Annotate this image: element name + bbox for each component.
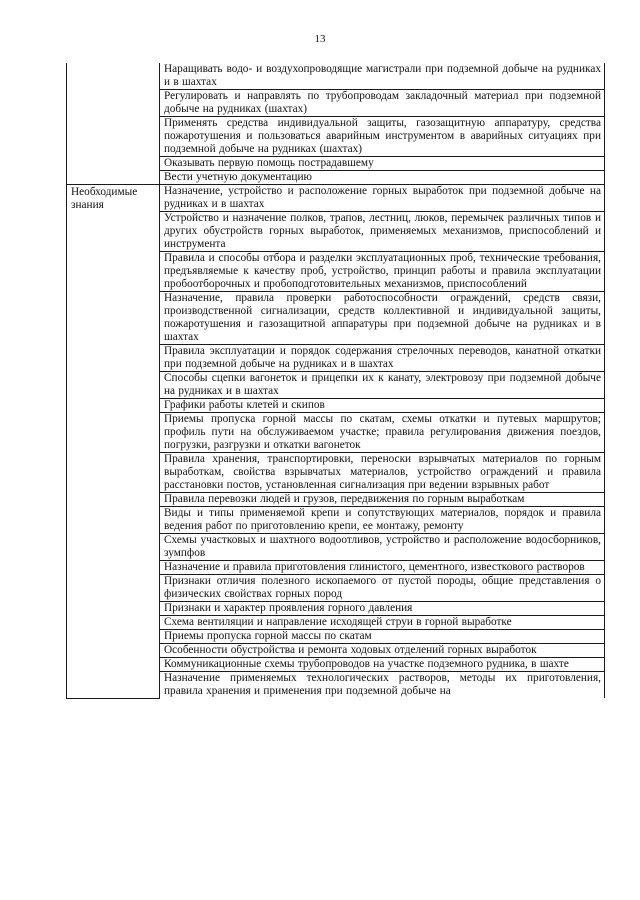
knowledge-cell: Схема вентиляции и направление исходящей струи в горной выработке: [160, 616, 605, 630]
knowledge-cell: Назначение применяемых технологических растворов, методы их приготовления, правила хранения и применения при подземной добыче на: [160, 672, 605, 699]
knowledge-cell: Коммуникационные схемы трубопроводов на участке подземного рудника, в шахте: [160, 658, 605, 672]
table-row: [67, 185, 605, 212]
knowledge-cell: Способы сцепки вагонеток и прицепки их к канату, электровозу при подземной добыче на рудниках и в шахтах: [160, 372, 605, 399]
knowledge-cell: Правила хранения, транспортировки, переноски взрывчатых материалов по горным выработкам, свойства взрывчатых материалов, устройство ограждений и правила расстановки постов, установленная сигнализация при ведении взрывных работ: [160, 453, 605, 493]
knowledge-cell: Виды и типы применяемой крепи и сопутствующих материалов, порядок и правила ведения работ по приготовлению крепи, ее монтажу, ремонту: [160, 507, 605, 534]
skill-cell: Применять средства индивидуальной защиты, газозащитную аппаратуру, средства пожаротушения и пользоваться аварийным инструментом в аварийных ситуациях при подземной добыче на рудниках (шахтах): [160, 117, 605, 157]
page-number: 13: [314, 33, 326, 45]
knowledge-cell: Правила перевозки людей и грузов, передвижения по горным выработкам: [160, 493, 605, 507]
table-row: [67, 63, 605, 90]
knowledge-cell: Схемы участковых и шахтного водоотливов, устройство и расположение водосборников, зумпфов: [160, 534, 605, 561]
empty-label-cell: [67, 63, 160, 185]
knowledge-cell: Графики работы клетей и скипов: [160, 399, 605, 413]
knowledge-cell: Устройство и назначение полков, трапов, лестниц, люков, перемычек различных типов и других обустройств горных выработок, применяемых механизмов, приспособлений и инструмента: [160, 212, 605, 252]
knowledge-cell: Признаки и характер проявления горного давления: [160, 602, 605, 616]
knowledge-cell: Приемы пропуска горной массы по скатам, схемы откатки и путевых маршрутов; профиль пути на обслуживаемом участке; правила регулирования движения поездов, погрузки, разгрузки и откатки вагонеток: [160, 413, 605, 453]
skill-cell: Наращивать водо- и воздухопроводящие магистрали при подземной добыче на рудниках и в шахтах: [160, 63, 605, 90]
skill-cell: Вести учетную документацию: [160, 171, 605, 185]
skill-cell: Оказывать первую помощь пострадавшему: [160, 157, 605, 171]
knowledge-cell: Назначение и правила приготовления глинистого, цементного, известкового растворов: [160, 561, 605, 575]
knowledge-cell: Особенности обустройства и ремонта ходовых отделений горных выработок: [160, 644, 605, 658]
knowledge-cell: Правила эксплуатации и порядок содержания стрелочных переводов, канатной откатки при подземной добыче на рудниках и в шахтах: [160, 345, 605, 372]
knowledge-cell: Приемы пропуска горной массы по скатам: [160, 630, 605, 644]
knowledge-cell: Правила и способы отбора и разделки эксплуатационных проб, технические требования, предъявляемые к качеству проб, устройство, принцип работы и правила эксплуатации пробоотборочных и пробоподготовительных механизмов, приспособлений: [160, 252, 605, 292]
knowledge-cell: Назначение, правила проверки работоспособности ограждений, средств связи, производственной сигнализации, средств коллективной и индивидуальной защиты, пожаротушения и газозащитной аппаратуры при подземной добыче на рудниках и в шахтах: [160, 292, 605, 345]
skill-cell: Регулировать и направлять по трубопроводам закладочный материал при подземной добыче на рудниках (шахтах): [160, 90, 605, 117]
competency-table: [66, 63, 605, 699]
knowledge-cell: Назначение, устройство и расположение горных выработок при подземной добыче на рудниках и в шахтах: [160, 185, 605, 212]
knowledge-cell: Признаки отличия полезного ископаемого от пустой породы, общие представления о физических свойствах горных пород: [160, 575, 605, 602]
knowledge-label: Необходимые знания: [67, 185, 160, 699]
